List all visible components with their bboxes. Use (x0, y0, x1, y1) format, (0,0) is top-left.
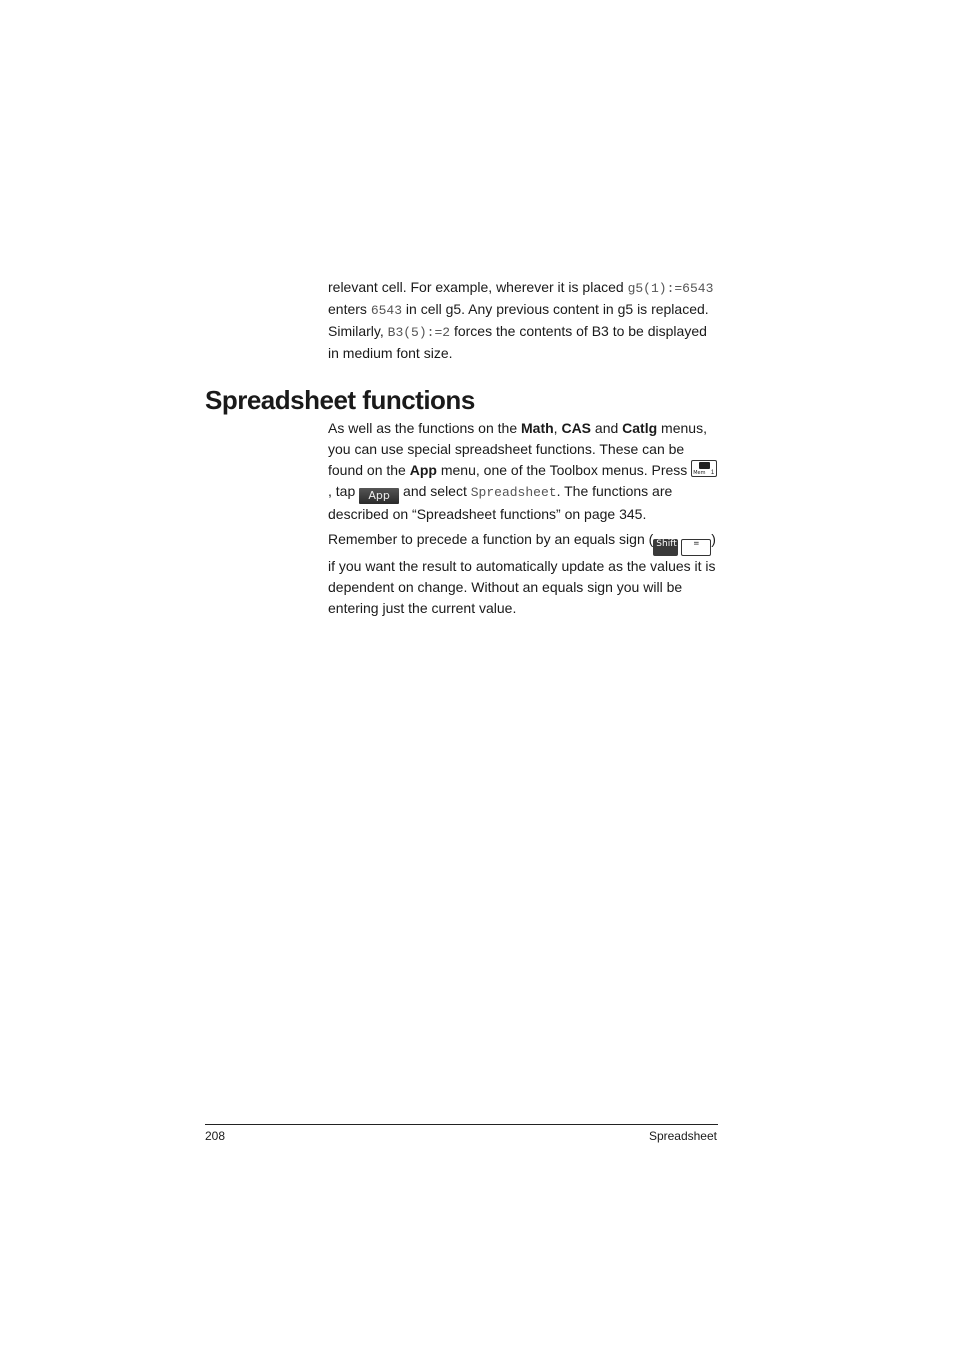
key-label: 1 (710, 470, 715, 476)
menu-name-cas: CAS (561, 420, 592, 436)
app-softkey-button: App (359, 488, 399, 504)
code-snippet: 6543 (370, 303, 403, 318)
shift-key-icon: Shift (653, 539, 678, 556)
footer-divider (205, 1124, 718, 1125)
section-heading: Spreadsheet functions (205, 385, 475, 415)
text: Remember to precede a function by an equals sign ( (328, 531, 654, 547)
menu-name-math: Math (521, 420, 554, 436)
text: forces the contents of B3 to be displayed in medium font size. (328, 323, 707, 361)
text: , tap (328, 483, 360, 499)
toolbox-key-icon (691, 460, 717, 477)
text: , (553, 420, 562, 436)
code-snippet: g5(1):=6543 (627, 281, 714, 296)
code-snippet: B3(5):=2 (387, 325, 451, 340)
footer-section-title: Spreadsheet (648, 1129, 717, 1143)
key-label: Mem (693, 470, 706, 476)
text: . The functions are described on “Spreadsheet functions” on page 345. (328, 483, 673, 522)
menu-name-catlg: Catlg (622, 420, 658, 436)
text: and (591, 420, 623, 436)
text: menus, you can use special spreadsheet functions. These can be found on the (328, 420, 707, 478)
menu-name-app: App (409, 462, 437, 478)
page-number: 208 (205, 1129, 226, 1143)
text: As well as the functions on the (328, 420, 521, 436)
functions-paragraph (328, 418, 718, 525)
text: relevant cell. For example, wherever it is placed (328, 279, 628, 295)
text: ) if you want the result to automatically update as the values it is dependent on change. Without an equals sign you will be entering just the current value. (328, 531, 716, 616)
text: and select (399, 483, 471, 499)
intro-paragraph (328, 277, 718, 364)
equals-key-icon: = (681, 539, 711, 556)
text: enters (328, 301, 371, 317)
code-snippet: Spreadsheet (470, 485, 557, 500)
text: in cell g5. Any previous content in g5 is replaced. Similarly, (328, 301, 709, 339)
text: menu, one of the Toolbox menus. Press (436, 462, 692, 478)
equals-paragraph (328, 529, 718, 619)
